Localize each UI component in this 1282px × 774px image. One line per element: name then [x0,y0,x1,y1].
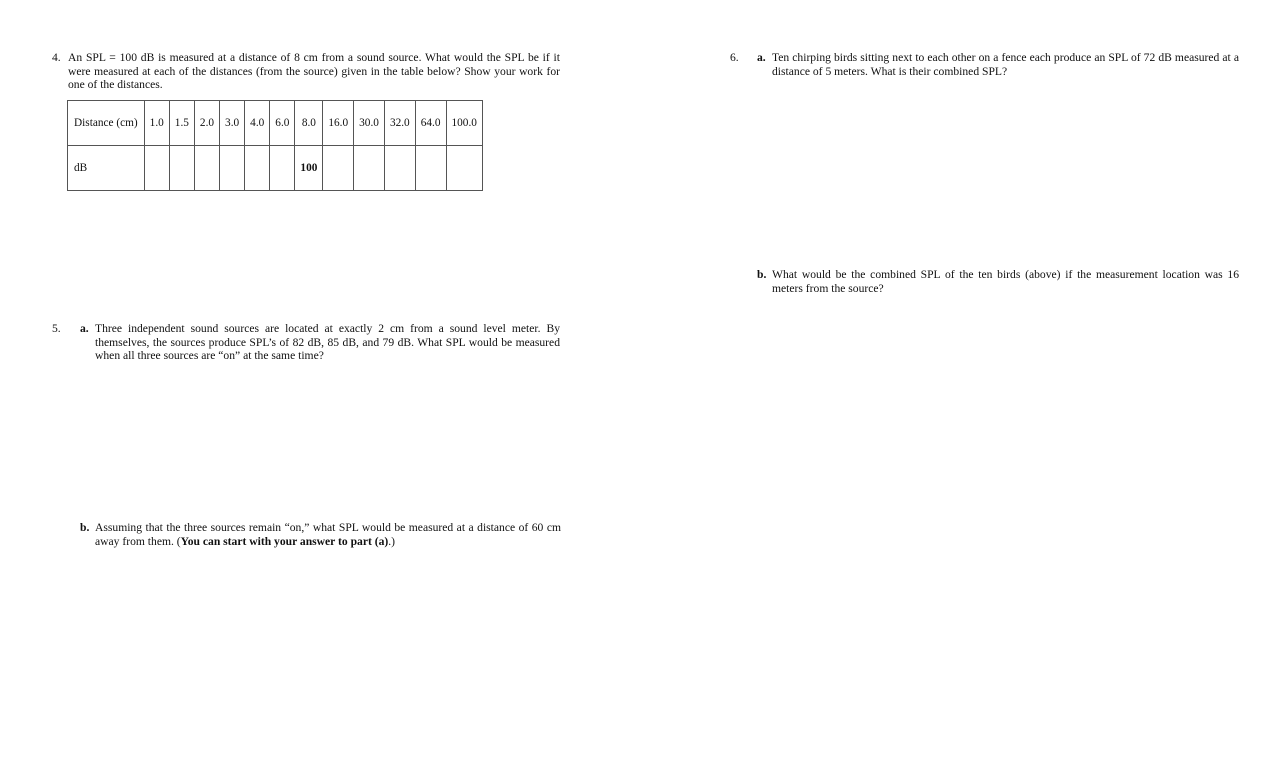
db-cell [169,146,194,191]
db-header-cell: dB [68,146,145,191]
distance-cell: 64.0 [415,101,446,146]
distance-db-table [67,100,483,191]
db-cell [245,146,270,191]
problem-6-part-b [757,268,1239,295]
part-b-label: b. [757,268,767,281]
part-b-label: b. [80,521,90,534]
db-cell [144,146,169,191]
distance-cell: 1.0 [144,101,169,146]
problem-6-part-b-text: What would be the combined SPL of the ten birds (above) if the measurement location was 16 meters from the source? [772,268,1239,295]
distance-header-cell: Distance (cm) [68,101,145,146]
part-a-label: a. [757,51,766,64]
problem-4-text: An SPL = 100 dB is measured at a distance of 8 cm from a sound source. What would the SPL be if it were measured at each of the distances (from the source) given in the table below? Show your work for one of the distances. [68,51,560,91]
db-cell [270,146,295,191]
distance-cell: 2.0 [194,101,219,146]
part-a-label: a. [80,322,89,335]
db-cell [446,146,482,191]
problem-6-part-a-text: Ten chirping birds sitting next to each other on a fence each produce an SPL of 72 dB measured at a distance of 5 meters. What is their combined SPL? [772,51,1239,78]
part-b-text-bold: You can start with your answer to part (a) [180,534,389,548]
db-row [68,146,483,191]
problem-5-number: 5. [52,322,61,335]
problem-5-part-b [80,521,561,548]
problem-6-part-a [757,51,1239,78]
db-cell [384,146,415,191]
distance-cell: 3.0 [220,101,245,146]
distance-cell: 100.0 [446,101,482,146]
part-b-text-end: .) [388,534,396,548]
problem-6-number: 6. [730,51,739,64]
db-cell [323,146,354,191]
db-cell [354,146,385,191]
db-cell [415,146,446,191]
distance-cell: 16.0 [323,101,354,146]
part-b-text-start: Assuming that the three sources remain “on,” what SPL would be measured at a distance of 60 cm away from them. ( [95,521,561,548]
problem-4-number: 4. [52,51,61,64]
distance-cell: 4.0 [245,101,270,146]
distance-cell: 6.0 [270,101,295,146]
db-cell [194,146,219,191]
problem-4 [52,51,562,92]
problem-5-part-a-text: Three independent sound sources are located at exactly 2 cm from a sound level meter. By themselves, the sources produce SPL’s of 82 dB, 85 dB, and 79 dB. What SPL would be measured when all three sources are “on” at the same time? [95,322,560,362]
distance-row [68,101,483,146]
problem-5-part-b-text [95,521,561,548]
db-cell [220,146,245,191]
distance-cell: 30.0 [354,101,385,146]
distance-cell: 1.5 [169,101,194,146]
distance-cell: 32.0 [384,101,415,146]
problem-5-part-a [80,322,560,363]
distance-cell: 8.0 [295,101,323,146]
db-cell-given: 100 [295,146,323,191]
